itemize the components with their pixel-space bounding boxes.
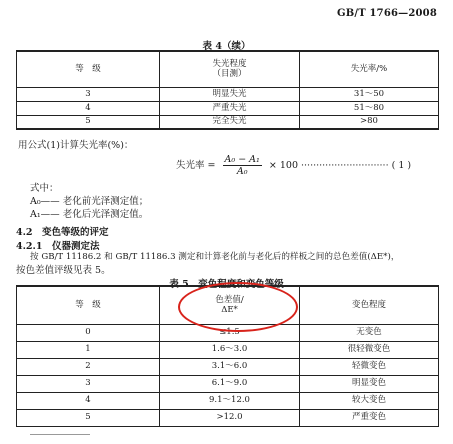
formula-gloss-loss [176,154,411,177]
definition-a0: A₀—— 老化前光泽测定值； [30,196,149,207]
table-cell: 51～80 [300,101,439,115]
section-4-2-heading: 4.2 变色等级的评定 [16,227,109,238]
formula-number: ( 1 ) [391,160,412,171]
table-cell: 无变色 [300,324,439,341]
table-cell: 明显变色 [300,375,439,392]
table-cell: 1.6～3.0 [160,341,300,358]
section-paragraph-line-1: 按 GB/T 11186.2 和 GB/T 11186.3 测定和计算老化前与老化后的样板之间的总色差值(ΔE*)， [30,252,400,262]
table-row [17,358,439,375]
table-row [17,101,439,115]
table-cell: 4 [17,392,160,409]
formula-fraction [223,154,262,177]
table-5-header-color-difference: 色差值/ ΔE* [160,286,300,324]
footer-divider [30,434,90,435]
table-cell: 严重变色 [300,409,439,426]
table-4-header-gloss-rate: 失光率/% [300,51,439,87]
table-cell: 2 [17,358,160,375]
section-paragraph-line-2: 按色差值评级见表 5。 [16,265,111,276]
table-cell: 很轻微变色 [300,341,439,358]
table-cell: 轻微变色 [300,358,439,375]
table-cell: 0 [17,324,160,341]
definitions-where: 式中： [30,183,59,194]
table-cell: 明显失光 [160,87,300,101]
table-4-header-gloss-degree: 失光程度 （目测） [160,51,300,87]
table-4-header-grade: 等 级 [17,51,160,87]
table-row [17,392,439,409]
table-cell: 较大变色 [300,392,439,409]
table-4-caption: 表 4（续） [202,41,251,52]
table-row [17,409,439,426]
definition-a1: A₁—— 老化后光泽测定值。 [30,209,149,220]
table-cell: 5 [17,115,160,129]
table-cell: 3 [17,375,160,392]
table-cell: 3.1～6.0 [160,358,300,375]
table-row [17,375,439,392]
table-cell: ≤1.5 [160,324,300,341]
table-cell: 严重失光 [160,101,300,115]
table-cell: 6.1～9.0 [160,375,300,392]
table-cell: 完全失光 [160,115,300,129]
table-cell: 3 [17,87,160,101]
formula-numerator: A₀ − A₁ [224,154,260,165]
table-row [17,87,439,101]
table-5-header-grade: 等 级 [17,286,160,324]
table-cell: 31～50 [300,87,439,101]
table-cell: >80 [300,115,439,129]
table-row [17,341,439,358]
table-cell: 9.1～12.0 [160,392,300,409]
table-cell: >12.0 [160,409,300,426]
table-4-gloss-loss [16,50,439,130]
table-row [17,115,439,129]
table-cell: 4 [17,101,160,115]
table-cell: 5 [17,409,160,426]
formula-lhs: 失光率 = [176,160,216,171]
table-5-header-color-change-degree: 变色程度 [300,286,439,324]
table-cell: 1 [17,341,160,358]
red-highlight-circle [178,282,298,332]
standard-number: GB/T 1766—2008 [336,8,437,19]
formula-rhs: × 100 ····························· [268,160,389,171]
section-4-2-1-heading: 4.2.1 仪器测定法 [16,241,100,252]
formula-denominator: A₀ [236,166,248,177]
table-5-caption: 表 5 变色程度和变色等级 [169,279,284,290]
formula-intro: 用公式(1)计算失光率(%)： [18,140,134,151]
